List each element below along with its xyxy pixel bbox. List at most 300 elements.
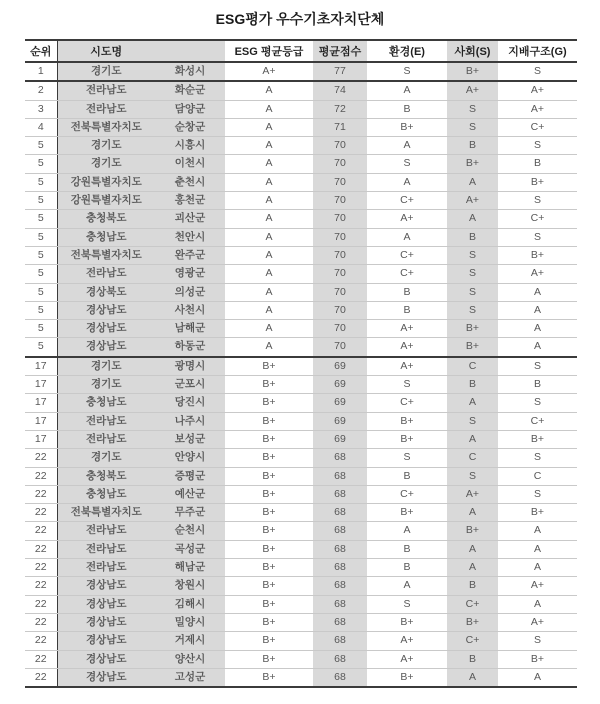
avg-score-cell: 68: [313, 522, 367, 540]
env-grade-cell: B+: [367, 412, 447, 430]
table-row: [25, 467, 577, 485]
avg-score-cell: 69: [313, 376, 367, 394]
env-grade-cell: A+: [367, 320, 447, 338]
gov-grade-cell: B+: [498, 246, 577, 264]
province-cell: 경기도: [57, 357, 155, 376]
social-grade-cell: S: [447, 100, 498, 118]
social-grade-cell: A: [447, 540, 498, 558]
province-cell: 전라남도: [57, 430, 155, 448]
gov-grade-cell: B+: [498, 173, 577, 191]
env-grade-cell: A+: [367, 338, 447, 357]
table-row: [25, 210, 577, 228]
table-row: [25, 301, 577, 319]
rank-cell: 17: [25, 412, 57, 430]
page-title: ESG평가 우수기초자치단체: [215, 11, 385, 27]
table-row: [25, 522, 577, 540]
social-grade-cell: S: [447, 467, 498, 485]
city-cell: 완주군: [155, 246, 225, 264]
social-grade-cell: S: [447, 283, 498, 301]
social-grade-cell: A+: [447, 192, 498, 210]
header-rank: 순위: [25, 40, 57, 62]
rank-cell: 5: [25, 173, 57, 191]
gov-grade-cell: S: [498, 632, 577, 650]
table-row: [25, 376, 577, 394]
social-grade-cell: S: [447, 246, 498, 264]
city-cell: 천안시: [155, 228, 225, 246]
env-grade-cell: B+: [367, 668, 447, 687]
city-cell: 보성군: [155, 430, 225, 448]
table-row: [25, 137, 577, 155]
province-cell: 전북특별자치도: [57, 504, 155, 522]
province-cell: 충청북도: [57, 210, 155, 228]
avg-score-cell: 70: [313, 137, 367, 155]
city-cell: 양산시: [155, 650, 225, 668]
city-cell: 나주시: [155, 412, 225, 430]
province-cell: 전라남도: [57, 522, 155, 540]
social-grade-cell: B: [447, 228, 498, 246]
avg-score-cell: 72: [313, 100, 367, 118]
province-cell: 경상남도: [57, 650, 155, 668]
avg-score-cell: 69: [313, 412, 367, 430]
env-grade-cell: A: [367, 577, 447, 595]
rank-cell: 5: [25, 155, 57, 173]
esg-grade-cell: B+: [225, 522, 313, 540]
esg-grade-cell: A: [225, 228, 313, 246]
table-row: [25, 338, 577, 357]
table-row: [25, 228, 577, 246]
esg-grade-cell: B+: [225, 412, 313, 430]
table-row: [25, 595, 577, 613]
social-grade-cell: A: [447, 504, 498, 522]
rank-cell: 22: [25, 577, 57, 595]
table-row: [25, 173, 577, 191]
social-grade-cell: A: [447, 430, 498, 448]
table-row: [25, 577, 577, 595]
avg-score-cell: 70: [313, 320, 367, 338]
esg-grade-cell: A: [225, 100, 313, 118]
env-grade-cell: A+: [367, 210, 447, 228]
social-grade-cell: B: [447, 137, 498, 155]
social-grade-cell: A: [447, 173, 498, 191]
province-cell: 전라남도: [57, 559, 155, 577]
gov-grade-cell: B+: [498, 504, 577, 522]
rank-cell: 5: [25, 301, 57, 319]
env-grade-cell: B+: [367, 613, 447, 631]
city-cell: 이천시: [155, 155, 225, 173]
social-grade-cell: C: [447, 449, 498, 467]
table-row: [25, 155, 577, 173]
gov-grade-cell: A+: [498, 577, 577, 595]
gov-grade-cell: A: [498, 559, 577, 577]
table-row: [25, 357, 577, 376]
avg-score-cell: 68: [313, 632, 367, 650]
env-grade-cell: A: [367, 173, 447, 191]
avg-score-cell: 70: [313, 301, 367, 319]
rank-cell: 22: [25, 540, 57, 558]
avg-score-cell: 70: [313, 283, 367, 301]
social-grade-cell: B: [447, 650, 498, 668]
gov-grade-cell: A: [498, 595, 577, 613]
rank-cell: 22: [25, 449, 57, 467]
avg-score-cell: 68: [313, 449, 367, 467]
gov-grade-cell: S: [498, 485, 577, 503]
social-grade-cell: S: [447, 301, 498, 319]
avg-score-cell: 68: [313, 595, 367, 613]
table-row: [25, 412, 577, 430]
env-grade-cell: B+: [367, 118, 447, 136]
esg-grade-cell: A: [225, 137, 313, 155]
social-grade-cell: A: [447, 668, 498, 687]
table-row: [25, 613, 577, 631]
env-grade-cell: S: [367, 376, 447, 394]
avg-score-cell: 74: [313, 81, 367, 100]
gov-grade-cell: S: [498, 449, 577, 467]
esg-grade-cell: B+: [225, 559, 313, 577]
header-esg-grade: ESG 평균등급: [225, 40, 313, 62]
esg-grade-cell: B+: [225, 449, 313, 467]
env-grade-cell: B: [367, 559, 447, 577]
gov-grade-cell: S: [498, 62, 577, 81]
header-social: 사회(S): [447, 40, 498, 62]
city-cell: 김해시: [155, 595, 225, 613]
gov-grade-cell: A: [498, 320, 577, 338]
esg-grade-cell: A: [225, 155, 313, 173]
province-cell: 경기도: [57, 62, 155, 81]
env-grade-cell: B: [367, 540, 447, 558]
env-grade-cell: B: [367, 283, 447, 301]
rank-cell: 3: [25, 100, 57, 118]
social-grade-cell: S: [447, 412, 498, 430]
gov-grade-cell: A: [498, 283, 577, 301]
city-cell: 군포시: [155, 376, 225, 394]
table-row: [25, 62, 577, 81]
table-row: [25, 265, 577, 283]
province-cell: 경상남도: [57, 338, 155, 357]
province-cell: 전북특별자치도: [57, 246, 155, 264]
gov-grade-cell: A: [498, 540, 577, 558]
header-env: 환경(E): [367, 40, 447, 62]
rank-cell: 17: [25, 376, 57, 394]
header-province: 시도명: [57, 40, 155, 62]
gov-grade-cell: A+: [498, 100, 577, 118]
table-row: [25, 283, 577, 301]
avg-score-cell: 70: [313, 338, 367, 357]
env-grade-cell: S: [367, 449, 447, 467]
province-cell: 경상북도: [57, 283, 155, 301]
rank-cell: 5: [25, 283, 57, 301]
province-cell: 경상남도: [57, 301, 155, 319]
table-body: [25, 62, 577, 687]
esg-grade-cell: A: [225, 301, 313, 319]
city-cell: 밀양시: [155, 613, 225, 631]
province-cell: 강원특별자치도: [57, 192, 155, 210]
env-grade-cell: B: [367, 100, 447, 118]
avg-score-cell: 70: [313, 210, 367, 228]
env-grade-cell: A: [367, 228, 447, 246]
esg-grade-cell: B+: [225, 376, 313, 394]
rank-cell: 22: [25, 595, 57, 613]
esg-grade-cell: A: [225, 246, 313, 264]
city-cell: 순천시: [155, 522, 225, 540]
table-row: [25, 559, 577, 577]
table-row: [25, 540, 577, 558]
rank-cell: 2: [25, 81, 57, 100]
city-cell: 거제시: [155, 632, 225, 650]
city-cell: 당진시: [155, 394, 225, 412]
gov-grade-cell: A+: [498, 265, 577, 283]
table-row: [25, 192, 577, 210]
table-row: [25, 320, 577, 338]
env-grade-cell: S: [367, 595, 447, 613]
table-row: [25, 394, 577, 412]
rank-cell: 22: [25, 559, 57, 577]
avg-score-cell: 70: [313, 155, 367, 173]
avg-score-cell: 70: [313, 192, 367, 210]
social-grade-cell: C+: [447, 595, 498, 613]
social-grade-cell: B+: [447, 522, 498, 540]
avg-score-cell: 69: [313, 357, 367, 376]
esg-grade-cell: A: [225, 192, 313, 210]
rank-cell: 22: [25, 485, 57, 503]
province-cell: 경기도: [57, 155, 155, 173]
avg-score-cell: 70: [313, 173, 367, 191]
rank-cell: 22: [25, 668, 57, 687]
esg-grade-cell: B+: [225, 668, 313, 687]
city-cell: 창원시: [155, 577, 225, 595]
table-row: [25, 430, 577, 448]
city-cell: 영광군: [155, 265, 225, 283]
avg-score-cell: 68: [313, 504, 367, 522]
env-grade-cell: B: [367, 301, 447, 319]
city-cell: 고성군: [155, 668, 225, 687]
env-grade-cell: B+: [367, 430, 447, 448]
esg-grade-cell: B+: [225, 650, 313, 668]
city-cell: 사천시: [155, 301, 225, 319]
province-cell: 전라남도: [57, 540, 155, 558]
city-cell: 예산군: [155, 485, 225, 503]
esg-grade-cell: A: [225, 338, 313, 357]
header-row: [25, 40, 577, 62]
province-cell: 경상남도: [57, 632, 155, 650]
table-row: [25, 118, 577, 136]
city-cell: 춘천시: [155, 173, 225, 191]
rank-cell: 5: [25, 338, 57, 357]
esg-grade-cell: B+: [225, 357, 313, 376]
province-cell: 충청남도: [57, 228, 155, 246]
esg-grade-cell: A: [225, 283, 313, 301]
social-grade-cell: A+: [447, 485, 498, 503]
gov-grade-cell: C: [498, 467, 577, 485]
env-grade-cell: A: [367, 137, 447, 155]
esg-ranking-table: [25, 39, 577, 688]
esg-grade-cell: A: [225, 320, 313, 338]
gov-grade-cell: S: [498, 228, 577, 246]
table-row: [25, 81, 577, 100]
esg-grade-cell: B+: [225, 613, 313, 631]
esg-grade-cell: A: [225, 118, 313, 136]
env-grade-cell: B+: [367, 504, 447, 522]
city-cell: 담양군: [155, 100, 225, 118]
esg-grade-cell: A: [225, 210, 313, 228]
province-cell: 경기도: [57, 137, 155, 155]
social-grade-cell: C: [447, 357, 498, 376]
table-header: [25, 40, 577, 62]
gov-grade-cell: A: [498, 522, 577, 540]
social-grade-cell: S: [447, 265, 498, 283]
env-grade-cell: C+: [367, 265, 447, 283]
avg-score-cell: 77: [313, 62, 367, 81]
env-grade-cell: A: [367, 522, 447, 540]
province-cell: 충청남도: [57, 485, 155, 503]
province-cell: 경상남도: [57, 577, 155, 595]
esg-grade-cell: B+: [225, 430, 313, 448]
avg-score-cell: 68: [313, 650, 367, 668]
esg-grade-cell: A: [225, 81, 313, 100]
esg-grade-cell: A: [225, 173, 313, 191]
province-cell: 충청남도: [57, 394, 155, 412]
avg-score-cell: 68: [313, 467, 367, 485]
city-cell: 화순군: [155, 81, 225, 100]
table-row: [25, 246, 577, 264]
rank-cell: 22: [25, 467, 57, 485]
env-grade-cell: C+: [367, 192, 447, 210]
social-grade-cell: B+: [447, 320, 498, 338]
table-row: [25, 504, 577, 522]
esg-grade-cell: B+: [225, 632, 313, 650]
table-row: [25, 668, 577, 687]
gov-grade-cell: C+: [498, 118, 577, 136]
esg-grade-cell: B+: [225, 595, 313, 613]
social-grade-cell: B+: [447, 613, 498, 631]
env-grade-cell: A+: [367, 650, 447, 668]
city-cell: 홍천군: [155, 192, 225, 210]
rank-cell: 17: [25, 430, 57, 448]
rank-cell: 5: [25, 210, 57, 228]
rank-cell: 1: [25, 62, 57, 81]
avg-score-cell: 69: [313, 394, 367, 412]
gov-grade-cell: B: [498, 155, 577, 173]
avg-score-cell: 69: [313, 430, 367, 448]
city-cell: 화성시: [155, 62, 225, 81]
table-row: [25, 100, 577, 118]
esg-grade-cell: A: [225, 265, 313, 283]
env-grade-cell: C+: [367, 485, 447, 503]
env-grade-cell: B: [367, 467, 447, 485]
gov-grade-cell: B: [498, 376, 577, 394]
province-cell: 충청북도: [57, 467, 155, 485]
gov-grade-cell: S: [498, 357, 577, 376]
rank-cell: 22: [25, 632, 57, 650]
esg-grade-cell: B+: [225, 467, 313, 485]
esg-grade-cell: B+: [225, 394, 313, 412]
avg-score-cell: 68: [313, 668, 367, 687]
rank-cell: 22: [25, 522, 57, 540]
gov-grade-cell: S: [498, 192, 577, 210]
avg-score-cell: 68: [313, 540, 367, 558]
gov-grade-cell: A: [498, 301, 577, 319]
city-cell: 순창군: [155, 118, 225, 136]
city-cell: 증평군: [155, 467, 225, 485]
city-cell: 괴산군: [155, 210, 225, 228]
social-grade-cell: A: [447, 210, 498, 228]
social-grade-cell: C+: [447, 632, 498, 650]
gov-grade-cell: A+: [498, 81, 577, 100]
province-cell: 전라남도: [57, 412, 155, 430]
rank-cell: 17: [25, 357, 57, 376]
header-city: [155, 40, 225, 62]
table-row: [25, 650, 577, 668]
city-cell: 시흥시: [155, 137, 225, 155]
avg-score-cell: 68: [313, 577, 367, 595]
province-cell: 강원특별자치도: [57, 173, 155, 191]
city-cell: 광명시: [155, 357, 225, 376]
rank-cell: 22: [25, 650, 57, 668]
avg-score-cell: 71: [313, 118, 367, 136]
esg-grade-cell: B+: [225, 577, 313, 595]
gov-grade-cell: A: [498, 668, 577, 687]
rank-cell: 22: [25, 504, 57, 522]
rank-cell: 17: [25, 394, 57, 412]
province-cell: 전북특별자치도: [57, 118, 155, 136]
table-row: [25, 632, 577, 650]
social-grade-cell: B+: [447, 155, 498, 173]
avg-score-cell: 70: [313, 228, 367, 246]
esg-grade-cell: B+: [225, 485, 313, 503]
province-cell: 경기도: [57, 376, 155, 394]
esg-grade-cell: B+: [225, 504, 313, 522]
gov-grade-cell: C+: [498, 412, 577, 430]
city-cell: 남해군: [155, 320, 225, 338]
social-grade-cell: S: [447, 118, 498, 136]
avg-score-cell: 70: [313, 246, 367, 264]
city-cell: 무주군: [155, 504, 225, 522]
province-cell: 경기도: [57, 449, 155, 467]
social-grade-cell: B+: [447, 62, 498, 81]
social-grade-cell: B+: [447, 338, 498, 357]
rank-cell: 5: [25, 192, 57, 210]
social-grade-cell: A+: [447, 81, 498, 100]
province-cell: 경상남도: [57, 668, 155, 687]
rank-cell: 5: [25, 320, 57, 338]
rank-cell: 5: [25, 265, 57, 283]
social-grade-cell: A: [447, 394, 498, 412]
city-cell: 의성군: [155, 283, 225, 301]
avg-score-cell: 70: [313, 265, 367, 283]
env-grade-cell: A+: [367, 632, 447, 650]
table-row: [25, 485, 577, 503]
rank-cell: 4: [25, 118, 57, 136]
gov-grade-cell: S: [498, 137, 577, 155]
esg-grade-cell: A+: [225, 62, 313, 81]
province-cell: 전라남도: [57, 265, 155, 283]
gov-grade-cell: B+: [498, 650, 577, 668]
avg-score-cell: 68: [313, 613, 367, 631]
rank-cell: 5: [25, 246, 57, 264]
avg-score-cell: 68: [313, 485, 367, 503]
city-cell: 하동군: [155, 338, 225, 357]
city-cell: 해남군: [155, 559, 225, 577]
header-governance: 지배구조(G): [498, 40, 577, 62]
province-cell: 경상남도: [57, 613, 155, 631]
env-grade-cell: S: [367, 155, 447, 173]
rank-cell: 5: [25, 228, 57, 246]
social-grade-cell: B: [447, 376, 498, 394]
table-row: [25, 449, 577, 467]
avg-score-cell: 68: [313, 559, 367, 577]
env-grade-cell: S: [367, 62, 447, 81]
city-cell: 곡성군: [155, 540, 225, 558]
env-grade-cell: A: [367, 81, 447, 100]
